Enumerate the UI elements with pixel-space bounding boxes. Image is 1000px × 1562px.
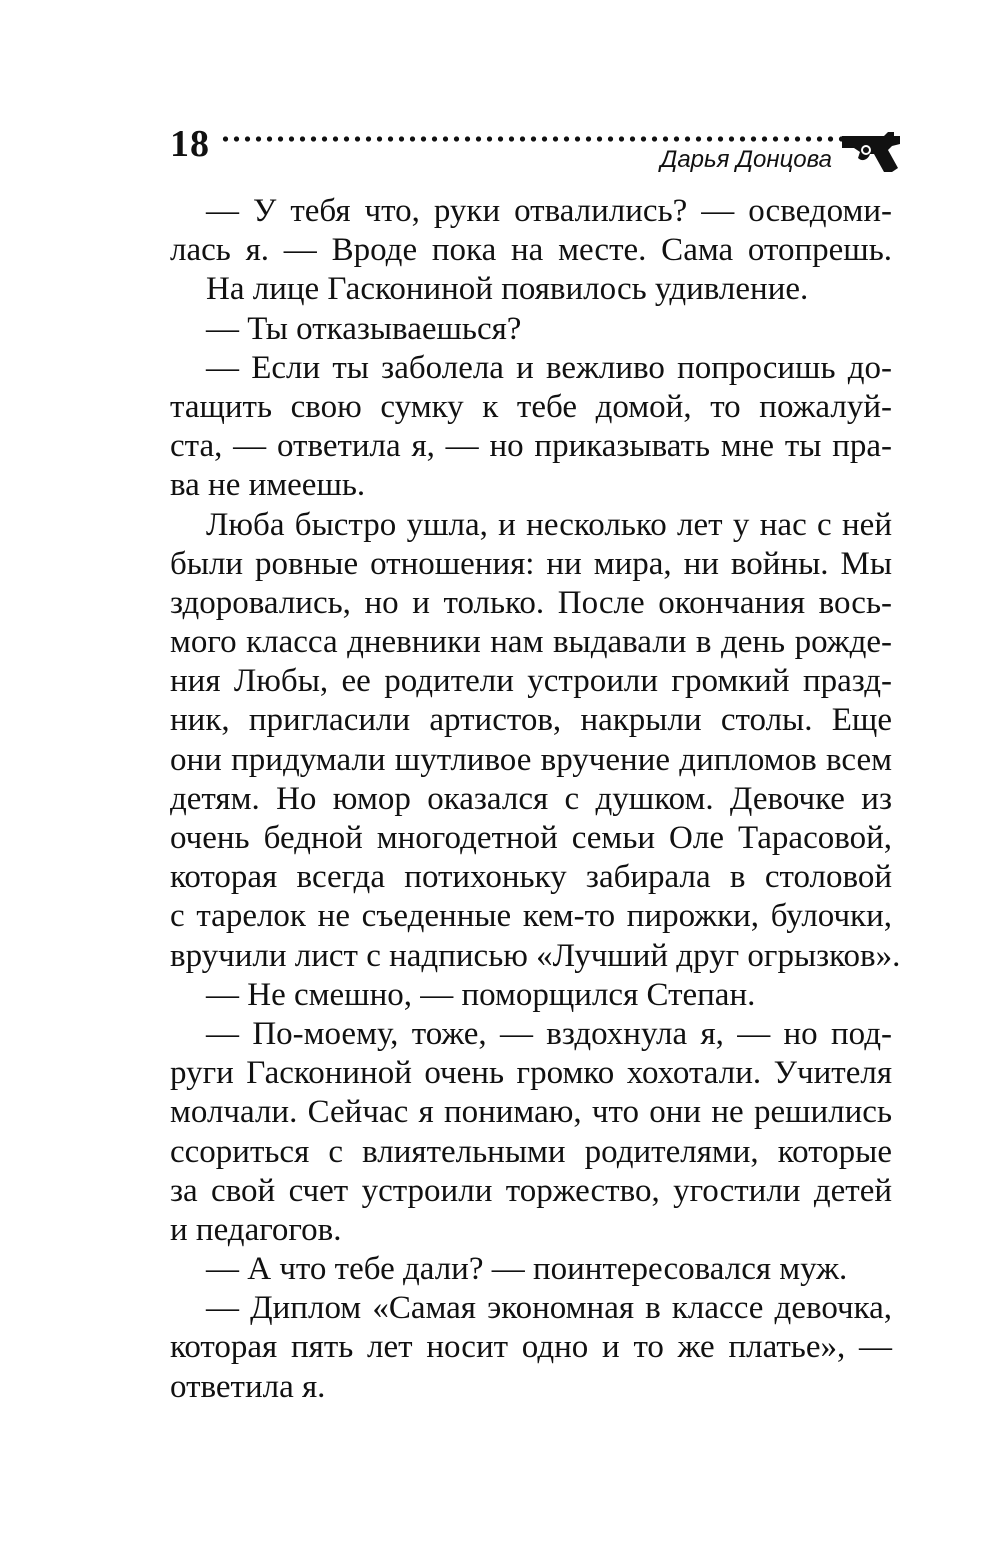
text-line: ста, — ответила я, — но приказывать мне ты пра- — [170, 428, 892, 465]
text-line: ответила я. — [170, 1368, 326, 1405]
text-line: — А что тебе дали? — поинтересовался муж. — [206, 1251, 848, 1288]
text-line: тащить свою сумку к тебе домой, то пожалуй- — [170, 388, 892, 425]
text-line: Люба быстро ушла, и несколько лет у нас с ней — [206, 506, 892, 543]
text-line: с тарелок не съеденные кем-то пирожки, булочки, — [170, 898, 892, 935]
text-line: детям. Но юмор оказался с душком. Девочке из — [170, 780, 892, 817]
text-line: — У тебя что, руки отвалились? — осведоми- — [206, 193, 892, 229]
text-line: очень бедной многодетной семьи Оле Тарасовой, — [170, 820, 892, 856]
text-line: они придумали шутливое вручение дипломов всем — [170, 741, 892, 778]
text-line: за свой счет устроили торжество, угостили детей — [170, 1172, 892, 1209]
dot-leader — [220, 136, 850, 142]
text-line: были ровные отношения: ни мира, ни войны. Мы — [170, 545, 892, 582]
text-line: — Если ты заболела и вежливо попросишь до- — [206, 349, 892, 386]
text-line: вручили лист с надписью «Лучший друг огрызков». — [170, 937, 901, 974]
text-line: мого класса дневники нам выдавали в день рожде- — [170, 624, 892, 661]
text-line: и педагогов. — [170, 1211, 342, 1248]
page-body-text — [170, 192, 901, 1407]
revolver-icon — [840, 128, 906, 174]
text-line: — Диплом «Самая экономная в классе девочка, — [206, 1290, 892, 1327]
running-head-author: Дарья Донцова — [660, 146, 832, 173]
text-line: — Не смешно, — поморщился Степан. — [206, 976, 756, 1013]
text-line: — Ты отказываешься? — [206, 310, 522, 347]
text-line: ва не имеешь. — [170, 467, 366, 504]
text-line: ссориться с влиятельными родителями, которые — [170, 1133, 892, 1170]
text-line: которая всегда потихоньку забирала в столовой — [170, 859, 892, 896]
text-line: ния Любы, ее родители устроили громкий празд- — [170, 663, 892, 700]
text-line: — По-моему, тоже, — вздохнула я, — но под- — [206, 1015, 892, 1052]
text-line: На лице Гасконинoй появилось удивление. — [206, 271, 809, 308]
text-line: молчали. Сейчас я понимаю, что они не решились — [170, 1094, 892, 1131]
text-line: здоровались, но и только. После окончания вось- — [170, 584, 892, 621]
page-number: 18 — [170, 123, 210, 165]
text-line: которая пять лет носит одно и то же платье», — — [170, 1329, 892, 1366]
text-line: ник, пригласили артистов, накрыли столы. Еще — [170, 702, 892, 739]
text-line: лась я. — Вроде пока на месте. Сама отопрешь. — [170, 232, 892, 269]
text-line: руги Гасконинoй очень громко хохотали. Учителя — [170, 1055, 892, 1092]
